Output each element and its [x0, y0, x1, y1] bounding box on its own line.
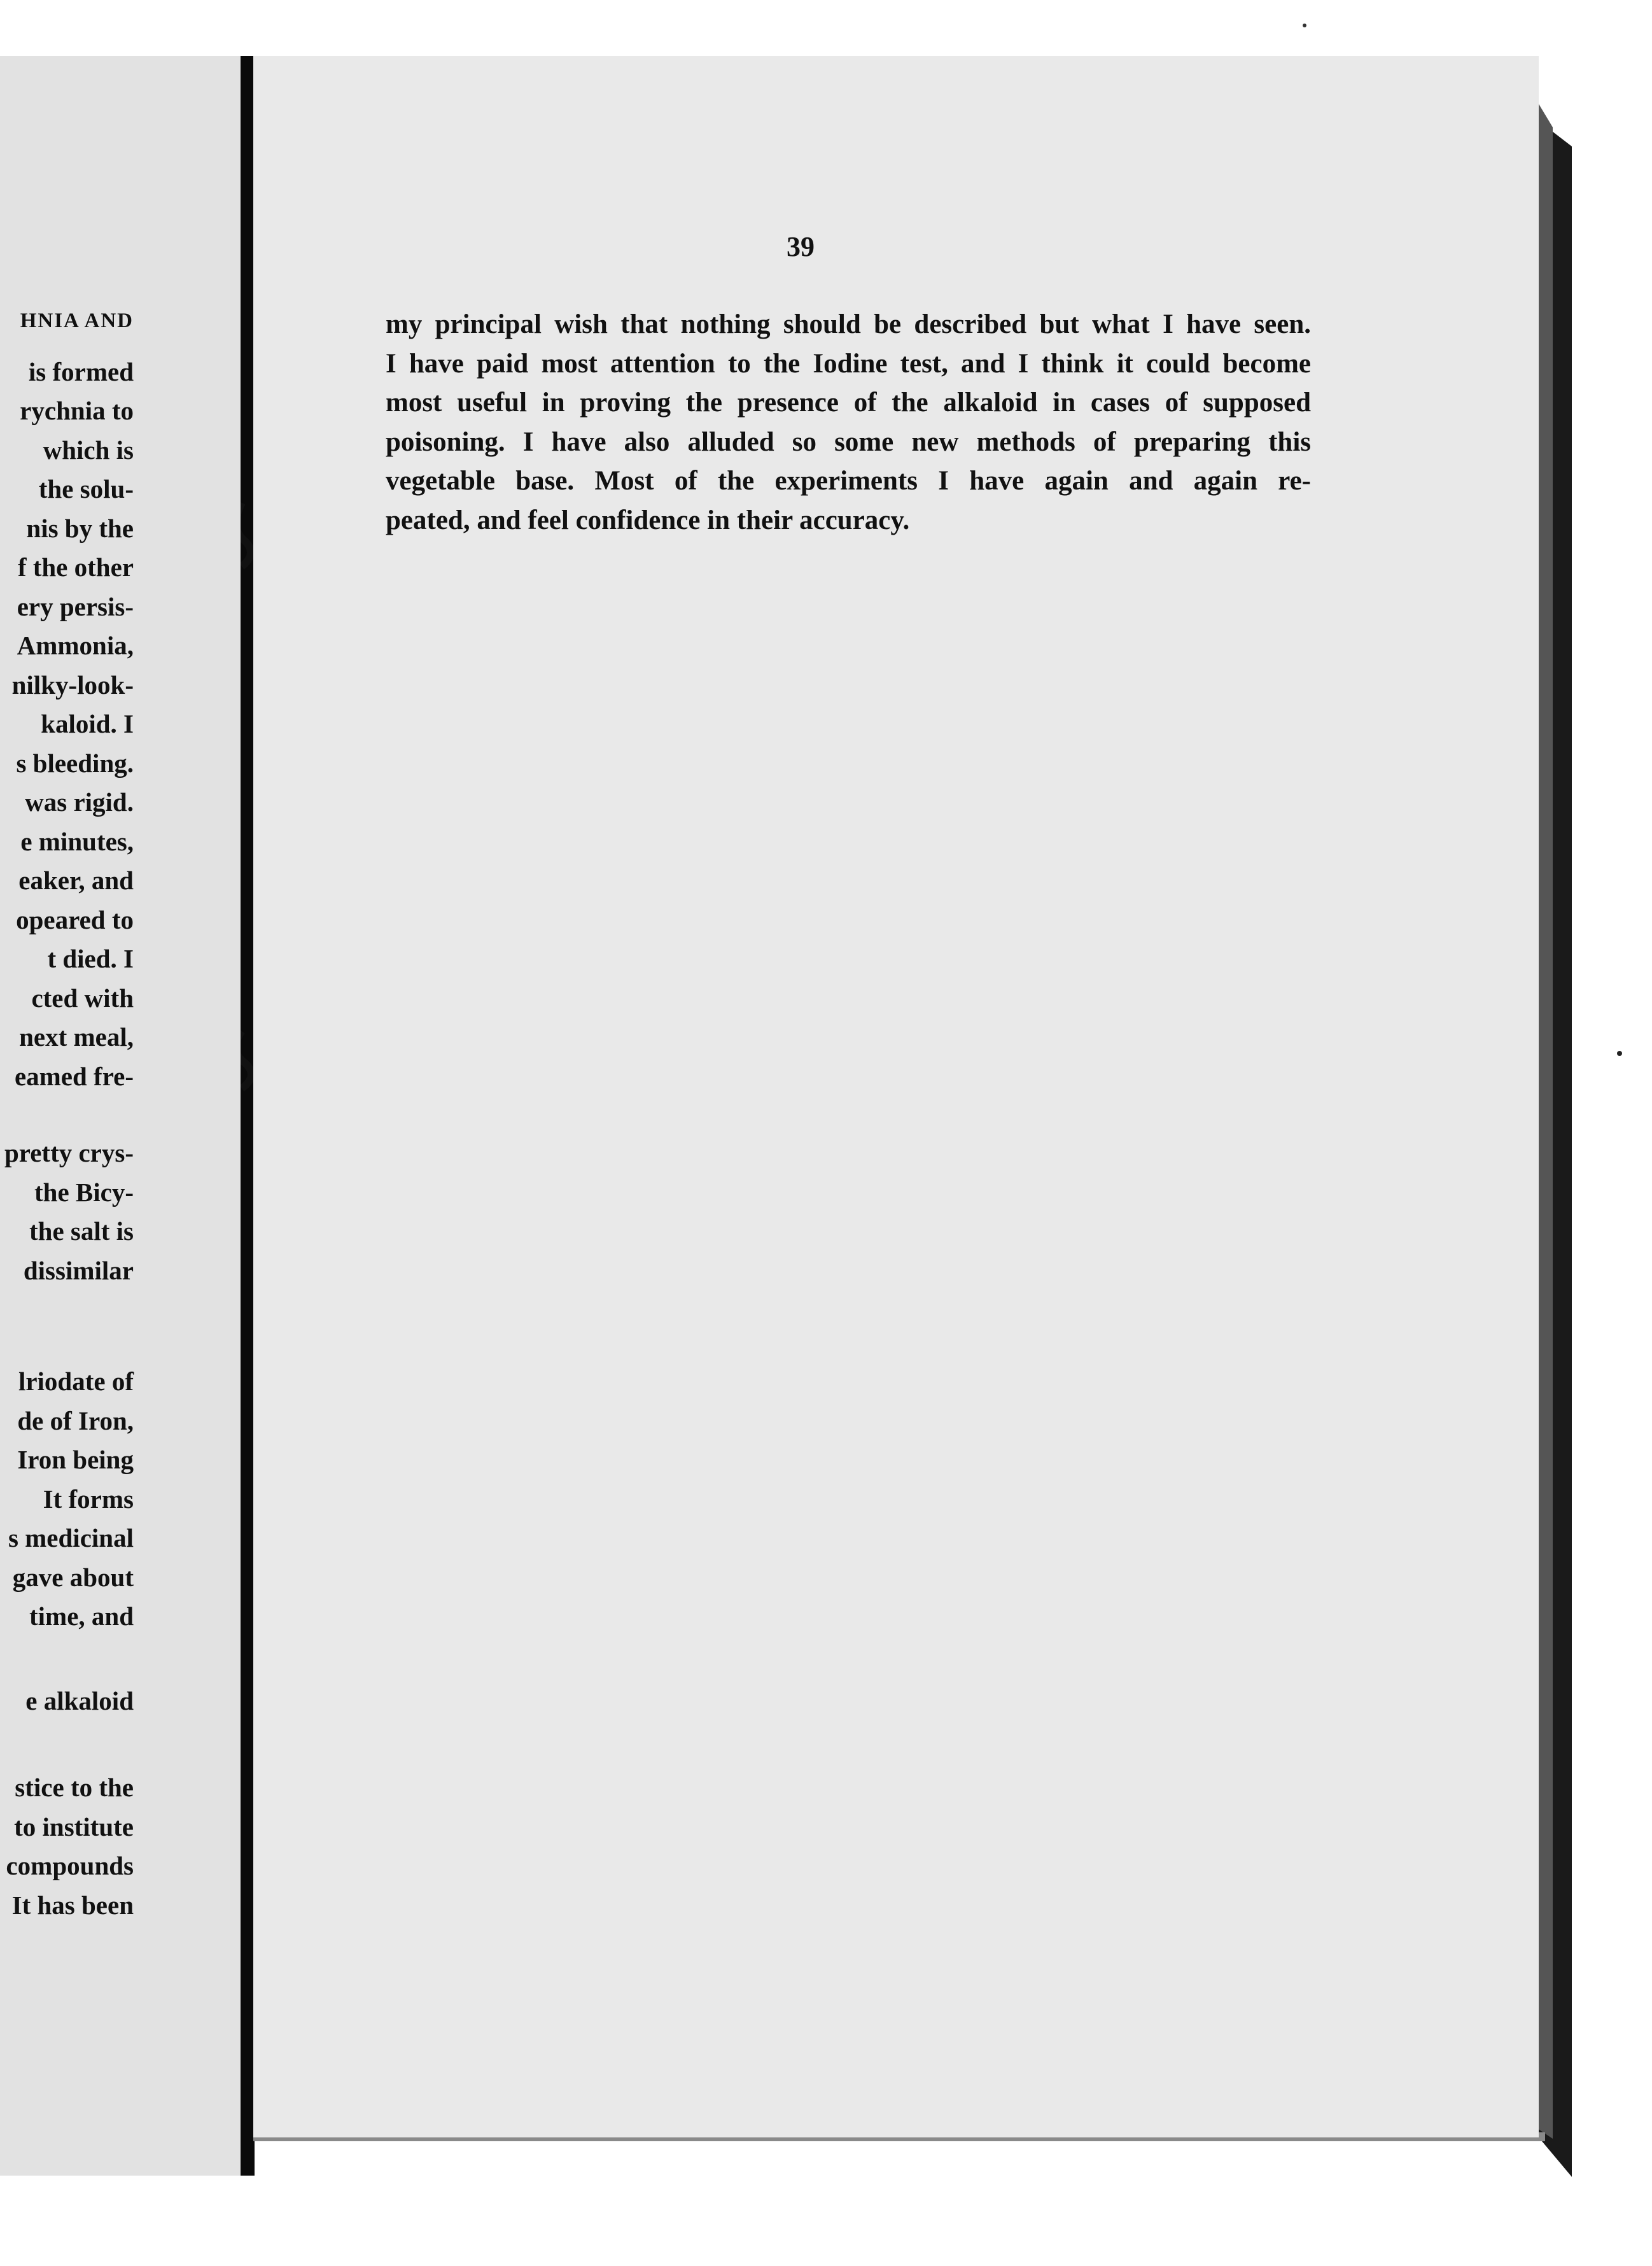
previous-page-line: the solu-	[38, 474, 134, 503]
previous-page-line: is formed	[28, 357, 134, 386]
previous-page-line: eamed fre-	[14, 1062, 134, 1091]
previous-page-line: Ammonia,	[17, 631, 134, 660]
previous-page-line: kaloid. I	[41, 709, 134, 738]
previous-page-line: e alkaloid	[25, 1686, 134, 1715]
previous-page-header: HNIA AND	[20, 309, 134, 332]
previous-page-line: dissimilar	[23, 1256, 134, 1285]
previous-page-line: the Bicy-	[34, 1178, 134, 1207]
previous-page-fragment	[0, 56, 241, 2176]
previous-page-line: nis by the	[26, 514, 134, 543]
body-text-line: most useful in proving the presence of the alkaloid in cases of supposed	[386, 388, 1311, 418]
previous-page-line: rychnia to	[20, 396, 134, 425]
body-text-line: peated, and feel confidence in their accuracy.	[386, 505, 910, 535]
previous-page-line: nilky-look-	[11, 670, 134, 700]
previous-page-line: next meal,	[19, 1022, 134, 1052]
body-text-line: I have paid most attention to the Iodine test, and I think it could become	[386, 349, 1311, 379]
body-text-line: vegetable base. Most of the experiments I have again and again re-	[386, 466, 1311, 496]
previous-page-line: gave about	[12, 1563, 134, 1592]
previous-page-line: cted with	[31, 983, 134, 1013]
previous-page-line: e minutes,	[20, 827, 134, 856]
previous-page-line: de of Iron,	[17, 1406, 134, 1435]
previous-page-line: ery persis-	[17, 592, 134, 621]
previous-page-line: It has been	[11, 1890, 134, 1920]
previous-page-line: was rigid.	[25, 787, 134, 817]
previous-page-line: f the other	[17, 552, 134, 582]
previous-page-line: Iron being	[17, 1445, 134, 1474]
previous-page-line: stice to the	[15, 1773, 134, 1802]
body-text-line: my principal wish that nothing should be described but what I have seen.	[386, 309, 1311, 339]
previous-page-line: time, and	[29, 1601, 134, 1631]
previous-page-line: t died. I	[47, 944, 134, 973]
previous-page-line: opeared to	[16, 905, 134, 934]
previous-page-line: s medicinal	[8, 1523, 134, 1552]
previous-page-line: the salt is	[29, 1216, 134, 1246]
page-number: 39	[787, 231, 815, 262]
body-text-line: poisoning. I have also alluded so some new methods of preparing this	[386, 427, 1311, 457]
previous-page-line: It forms	[43, 1484, 134, 1514]
previous-page-line: s bleeding.	[16, 749, 134, 778]
previous-page-line: lriodate of	[18, 1367, 134, 1396]
previous-page-line: compounds	[6, 1851, 134, 1880]
previous-page-line: to institute	[14, 1812, 134, 1841]
previous-page-line: eaker, and	[18, 866, 134, 895]
previous-page-line: pretty crys-	[4, 1138, 134, 1167]
previous-page-line: which is	[43, 435, 134, 465]
